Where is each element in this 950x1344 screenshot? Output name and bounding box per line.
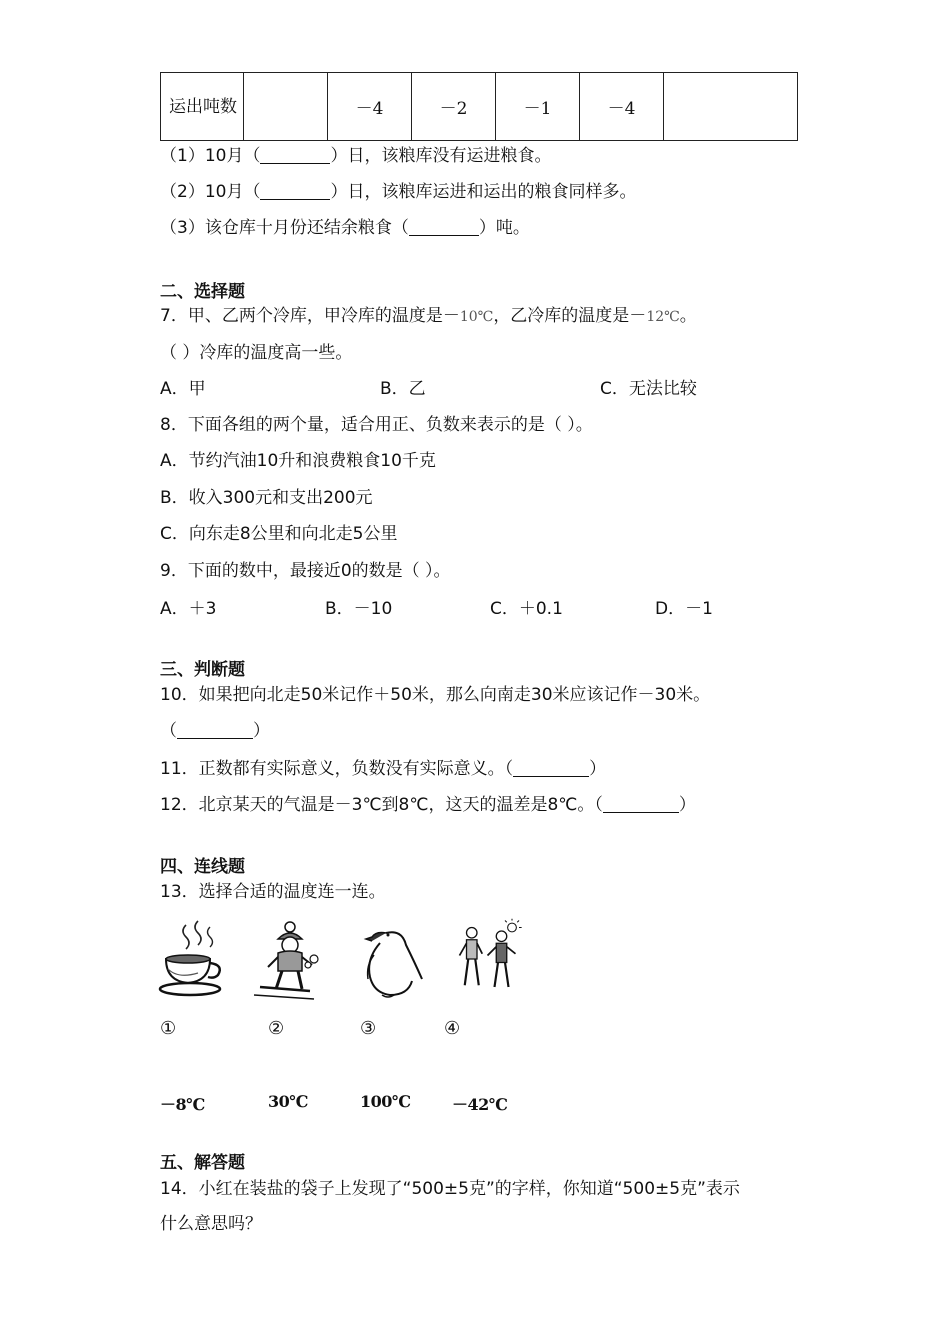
temperature-option[interactable]: －8℃: [160, 1095, 205, 1114]
answer-blank[interactable]: [603, 794, 679, 813]
answer-blank[interactable]: [260, 181, 330, 200]
q7-text-b: ，乙冷库的温度是－: [493, 306, 647, 326]
label-circle-1: ①: [160, 1018, 177, 1039]
section-heading-answer: 五、解答题: [160, 1153, 245, 1173]
table-cell: [664, 73, 798, 141]
row-label: 运出吨数: [161, 73, 244, 141]
temperature-option[interactable]: 100℃: [360, 1092, 411, 1111]
q14-line1: 14．小红在装盐的袋子上发现了“500±5克”的字样，你知道“500±5克”表示: [160, 1179, 740, 1199]
q7-text-a: 7．甲、乙两个冷库，甲冷库的温度是－: [160, 306, 460, 326]
q8-stem: 8．下面各组的两个量，适合用正、负数来表示的是（ ）。: [160, 415, 593, 435]
label-circle-4: ④: [444, 1018, 461, 1039]
skiing-child-icon[interactable]: [252, 915, 322, 1003]
q9-option-c[interactable]: C．＋0.1: [490, 599, 563, 619]
penguin-icon[interactable]: [356, 915, 426, 1003]
q7-option-a[interactable]: A．甲: [160, 379, 206, 399]
q11-post: ）: [589, 759, 607, 779]
q6-sub2: [160, 180, 636, 204]
q8-option-a[interactable]: A．节约汽油10升和浪费粮食10千克: [160, 451, 436, 471]
q6-sub1-post: ）日，该粮库没有运进粮食。: [330, 146, 552, 166]
table-row: [161, 73, 798, 141]
table-cell: －2: [412, 73, 496, 141]
q7-text-c: 。: [679, 306, 697, 326]
q9-option-a[interactable]: A．＋3: [160, 599, 217, 619]
q6-sub1: [160, 144, 551, 168]
q10-line2: [160, 719, 270, 743]
grain-table: [160, 72, 798, 141]
table-cell: －1: [496, 73, 580, 141]
q6-sub2-pre: （2）10月（: [160, 182, 261, 202]
label-circle-2: ②: [268, 1018, 285, 1039]
answer-blank[interactable]: [513, 758, 589, 777]
q10-line1: 10．如果把向北走50米记作＋50米，那么向南走30米应该记作－30米。: [160, 685, 711, 705]
answer-blank[interactable]: [177, 720, 253, 739]
q11-pre: 11．正数都有实际意义，负数没有实际意义。（: [160, 759, 514, 779]
q6-sub3-pre: （3）该仓库十月份还结余粮食（: [160, 218, 409, 238]
q11: [160, 757, 606, 781]
q9-option-b[interactable]: B．－10: [325, 599, 393, 619]
table-cell: [244, 73, 328, 141]
q13-stem: 13．选择合适的温度连一连。: [160, 882, 386, 902]
q12-post: ）: [678, 795, 696, 815]
q7-option-c[interactable]: C．无法比较: [600, 379, 697, 399]
q10-post2: ）: [253, 721, 270, 741]
section-heading-choice: 二、选择题: [160, 282, 245, 302]
section-heading-judge: 三、判断题: [160, 660, 245, 680]
q6-sub3-post: ）吨。: [478, 218, 530, 238]
q6-sub1-pre: （1）10月（: [160, 146, 261, 166]
answer-blank[interactable]: [260, 145, 330, 164]
q9-option-d[interactable]: D．－1: [655, 599, 713, 619]
q7-option-b[interactable]: B．乙: [380, 379, 426, 399]
q7-line2: （ ）冷库的温度高一些。: [160, 343, 353, 363]
q12: [160, 793, 696, 817]
answer-blank[interactable]: [409, 217, 479, 236]
q7-stem: [160, 304, 697, 329]
q12-pre: 12．北京某天的气温是－3℃到8℃，这天的温差是8℃。（: [160, 795, 603, 815]
label-circle-3: ③: [360, 1018, 377, 1039]
hot-tea-cup-icon[interactable]: [158, 915, 228, 1003]
q9-stem: 9．下面的数中，最接近0的数是（ ）。: [160, 561, 451, 581]
q7-temp2: 12℃: [646, 309, 680, 325]
table-cell: －4: [328, 73, 412, 141]
q8-option-b[interactable]: B．收入300元和支出200元: [160, 488, 373, 508]
q8-option-c[interactable]: C．向东走8公里和向北走5公里: [160, 524, 398, 544]
table-cell: －4: [580, 73, 664, 141]
summer-children-icon[interactable]: [456, 915, 526, 1003]
q6-sub2-post: ）日，该粮库运进和运出的粮食同样多。: [330, 182, 637, 202]
temperature-option[interactable]: 30℃: [268, 1092, 308, 1111]
q14-line2: 什么意思吗？: [160, 1214, 262, 1234]
temperature-option[interactable]: －42℃: [452, 1095, 508, 1114]
q7-temp1: 10℃: [459, 309, 494, 325]
section-heading-match: 四、连线题: [160, 857, 245, 877]
q10-pre2: （: [160, 721, 177, 741]
q6-sub3: [160, 216, 530, 240]
